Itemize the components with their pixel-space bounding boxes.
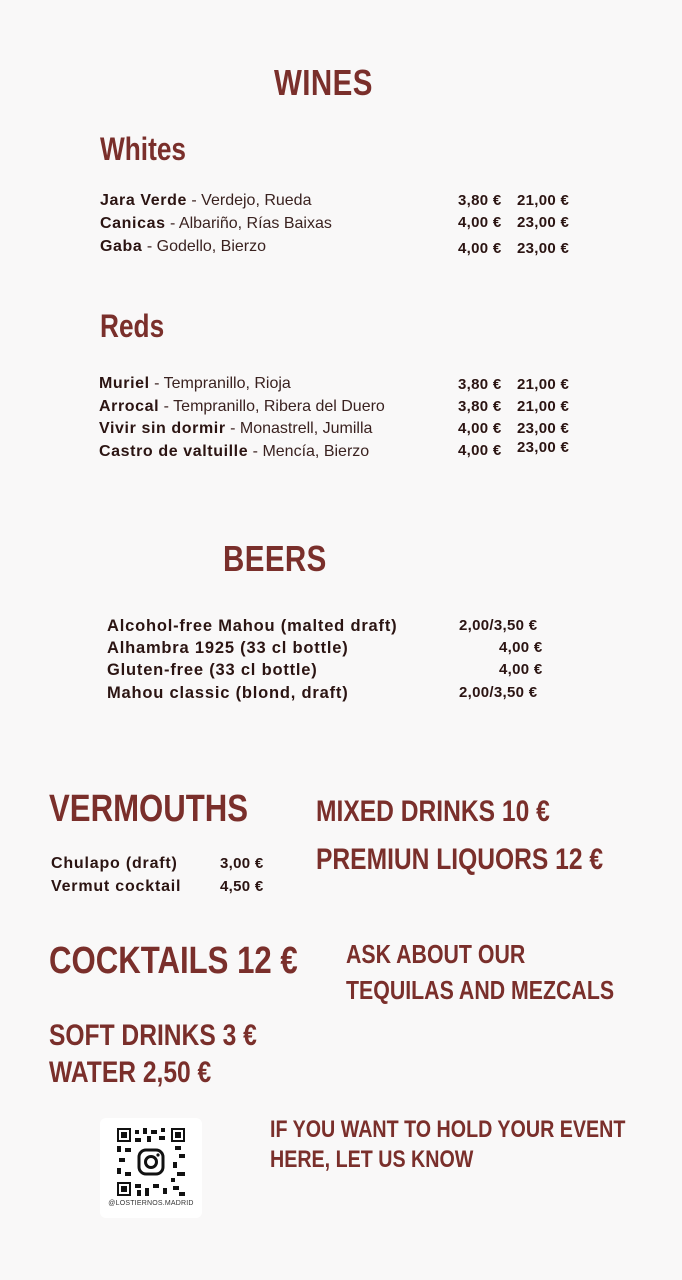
vermouth-name: Chulapo (draft) xyxy=(51,855,178,872)
instagram-qr-code[interactable] xyxy=(100,1118,202,1218)
beers-title: BEERS xyxy=(223,538,327,579)
vermouths-title: VERMOUTHS xyxy=(49,788,249,830)
qr-code-icon xyxy=(117,1128,185,1196)
vermouth-name: Vermut cocktail xyxy=(51,878,182,895)
premium-liquors: PREMIUN LIQUORS 12 € xyxy=(316,843,604,876)
whites-heading: Whites xyxy=(100,131,187,167)
soft-drinks: SOFT DRINKS 3 € xyxy=(49,1019,257,1052)
ask-tequilas-line2: TEQUILAS AND MEZCALS xyxy=(346,975,615,1005)
bottle-price: 23,00 € xyxy=(517,240,570,257)
glass-price: 3,80 € xyxy=(458,192,502,209)
bottle-price: 21,00 € xyxy=(517,398,570,415)
glass-price: 3,80 € xyxy=(458,398,502,415)
wine-row: Castro de valtuille - Mencía, Bierzo xyxy=(99,443,370,460)
beer-price: 2,00/3,50 € xyxy=(459,684,538,701)
glass-price: 4,00 € xyxy=(458,442,502,459)
mixed-drinks: MIXED DRINKS 10 € xyxy=(316,795,550,828)
cocktails: COCKTAILS 12 € xyxy=(49,940,298,982)
wine-row: Gaba - Godello, Bierzo xyxy=(100,238,267,255)
instagram-handle: @LOSTIERNOS.MADRID xyxy=(108,1200,194,1207)
event-line1: IF YOU WANT TO HOLD YOUR EVENT xyxy=(270,1116,626,1143)
bottle-price: 23,00 € xyxy=(517,420,570,437)
ask-tequilas-line1: ASK ABOUT OUR xyxy=(346,939,526,969)
beer-price: 2,00/3,50 € xyxy=(459,617,538,634)
bottle-price: 21,00 € xyxy=(517,192,570,209)
beer-price: 4,00 € xyxy=(499,661,543,678)
bottle-price: 21,00 € xyxy=(517,376,570,393)
beer-name: Alhambra 1925 (33 cl bottle) xyxy=(107,639,349,657)
glass-price: 4,00 € xyxy=(458,420,502,437)
wine-row: Arrocal - Tempranillo, Ribera del Duero xyxy=(99,398,385,415)
glass-price: 3,80 € xyxy=(458,376,502,393)
wines-title: WINES xyxy=(274,62,373,103)
beer-name: Alcohol-free Mahou (malted draft) xyxy=(107,617,398,635)
wine-row: Muriel - Tempranillo, Rioja xyxy=(99,375,291,392)
glass-price: 4,00 € xyxy=(458,240,502,257)
bottle-price: 23,00 € xyxy=(517,214,570,231)
vermouth-price: 4,50 € xyxy=(220,878,264,895)
glass-price: 4,00 € xyxy=(458,214,502,231)
bottle-price: 23,00 € xyxy=(517,439,570,456)
beer-name: Mahou classic (blond, draft) xyxy=(107,684,349,702)
wine-row: Jara Verde - Verdejo, Rueda xyxy=(100,192,312,209)
event-line2: HERE, LET US KNOW xyxy=(270,1146,474,1173)
reds-heading: Reds xyxy=(100,308,165,344)
wine-row: Vivir sin dormir - Monastrell, Jumilla xyxy=(99,420,373,437)
water: WATER 2,50 € xyxy=(49,1056,212,1089)
wine-row: Canicas - Albariño, Rías Baixas xyxy=(100,215,332,232)
beer-price: 4,00 € xyxy=(499,639,543,656)
vermouth-price: 3,00 € xyxy=(220,855,264,872)
beer-name: Gluten-free (33 cl bottle) xyxy=(107,661,318,679)
